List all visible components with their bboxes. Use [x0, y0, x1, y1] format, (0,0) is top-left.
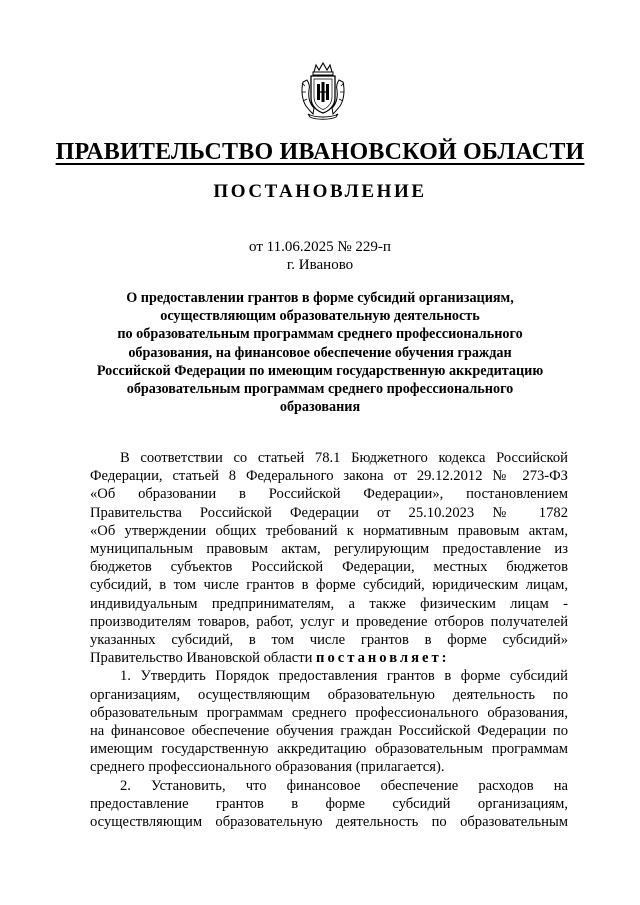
heading-line: Российской Федерации по имеющим государственную аккредитацию	[96, 362, 544, 379]
heading-line: осуществляющим образовательную деятельность	[160, 308, 480, 325]
heading-line: образования, на финансовое обеспечение обучения граждан	[128, 344, 512, 361]
body-line: индивидуальным предпринимателям, а также физическим лицам -	[90, 595, 568, 612]
body-line: имеющим государственную аккредитацию образовательным программам	[90, 741, 568, 758]
body-line: Федерации, статьей 8 Федерального закона от 29.12.2012 № 273-ФЗ	[90, 468, 568, 485]
coat-of-arms-emblem	[300, 62, 346, 120]
body-line: осуществляющим образовательную деятельность по образовательным	[90, 814, 568, 831]
body-line: предоставление грантов в форме субсидий организациям,	[90, 795, 568, 812]
body-line: производителям товаров, работ, услуг и проведение отборов получателей	[90, 613, 568, 630]
body-line: Правительства Российской Федерации от 25.10.2023 № 1782	[90, 504, 568, 521]
document-body	[90, 449, 568, 831]
heading-line: образования	[279, 399, 361, 416]
item-2-paragraph	[90, 777, 568, 832]
body-line: 2. Установить, что финансовое обеспечение расходов на	[120, 777, 568, 794]
body-line: 1. Утвердить Порядок предоставления грантов в форме субсидий	[120, 668, 568, 685]
organization-title: ПРАВИТЕЛЬСТВО ИВАНОВСКОЙ ОБЛАСТИ	[55, 139, 585, 165]
document-city: г. Иваново	[286, 257, 354, 273]
heading-line: О предоставлении грантов в форме субсидий организациям,	[126, 290, 514, 306]
document-heading	[80, 289, 560, 416]
heading-line: по образовательным программам среднего профессионального	[117, 326, 523, 343]
body-line: среднего профессионального образования (прилагается).	[90, 759, 445, 776]
body-line: указанных субсидий, в том числе грантов в форме субсидий»	[90, 632, 568, 649]
body-line: субсидий, в том числе грантов в форме субсидий, юридическим лицам,	[90, 577, 568, 594]
heading-line: образовательным программам среднего профессионального	[126, 381, 514, 398]
item-1-paragraph	[90, 667, 568, 776]
body-line: на финансовое обеспечение обучения граждан Российской Федерации по	[90, 723, 568, 740]
decree-word: постановляет:	[316, 650, 450, 667]
preamble-paragraph	[90, 449, 568, 667]
document-type: ПОСТАНОВЛЕНИЕ	[213, 181, 427, 202]
preamble-final-text: Правительство Ивановской области	[90, 650, 313, 667]
body-line: организациям, осуществляющим образовательную деятельность по	[90, 686, 568, 703]
body-line: «Об утверждении общих требований к нормативным правовым актам,	[90, 522, 568, 539]
body-line: В соответствии со статьей 78.1 Бюджетного кодекса Российской	[120, 450, 568, 466]
document-date-number: от 11.06.2025 № 229-п	[249, 239, 391, 255]
body-line: образовательным программам среднего профессионального образования,	[90, 704, 568, 721]
body-line	[90, 649, 568, 667]
body-line: «Об образовании в Российской Федерации», постановлением	[90, 486, 568, 503]
body-line: муниципальным правовым актам, регулирующим предоставление из	[90, 541, 568, 558]
body-line: бюджетов субъектов Российской Федерации, местных бюджетов	[90, 559, 568, 576]
